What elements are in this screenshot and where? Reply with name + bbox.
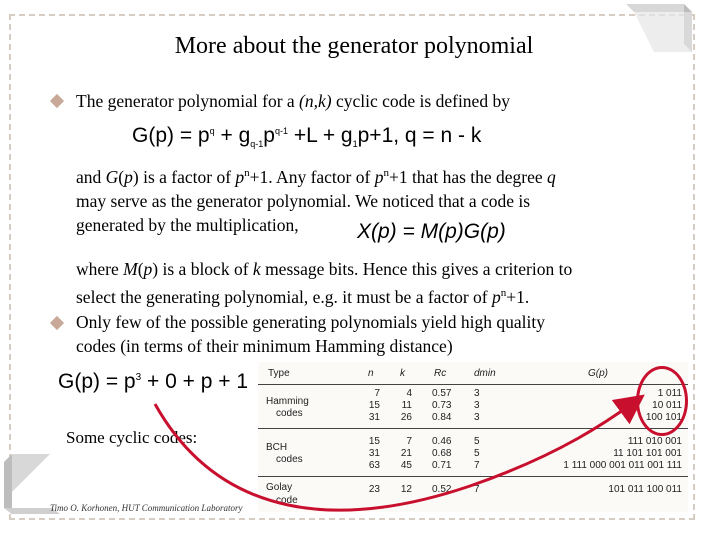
cell-gp: 101 011 100 011: [608, 484, 682, 495]
slide-title: More about the generator polynomial: [174, 33, 534, 59]
cell-dmin: 3: [474, 388, 480, 399]
cell-dmin: 3: [474, 412, 480, 423]
cell-dmin: 5: [474, 448, 480, 459]
highlight-circle: [636, 366, 688, 436]
group-name-hamming-2: codes: [276, 408, 303, 419]
table-divider: [258, 428, 688, 429]
generator-polynomial-equation: $G(p) = p^q + g_{q-1}p^{q-1} +L + g_1p+1$, q = n - k: [132, 124, 482, 150]
cell-n: 31: [368, 412, 380, 423]
footer-credit: Timo O. Korhonen, HUT Communication Laboratory: [50, 503, 243, 513]
paragraph-factor: and G(p) is a factor of $p^n+1$. Any factor of $p^n+1$ that has the degree q may serve as the generator polynomial. We noticed that a code is generated by the multiplication,: [76, 166, 556, 235]
cell-k: 4: [406, 388, 412, 399]
cell-k: 11: [401, 400, 412, 411]
group-name-golay-2: code: [276, 495, 298, 506]
cell-gp: 111 010 001: [627, 436, 682, 447]
header-gp: G(p): [588, 368, 608, 379]
cell-gp: 100 101: [645, 412, 682, 423]
paragraph-criterion: where M(p) is a block of k message bits. Hence this gives a criterion to select the generating polynomial, e.g. it must be a factor of $p^n+1$.: [76, 259, 573, 307]
cell-gp: 10 011: [652, 400, 682, 411]
header-dmin: dmin: [474, 368, 496, 379]
cell-gp: 1 011: [657, 388, 682, 399]
cell-n: 15: [368, 436, 380, 447]
header-type: Type: [268, 368, 290, 379]
example-generator-equation: $G(p) = p^3 + 0 + p + 1$: [58, 370, 249, 393]
group-name-hamming-1: Hamming: [266, 396, 309, 407]
cell-rc: 0.57: [432, 388, 452, 399]
cyclic-codes-table: [258, 362, 688, 512]
cell-n: 7: [374, 388, 380, 399]
cell-rc: 0.68: [432, 448, 452, 459]
cell-k: 45: [400, 460, 412, 471]
table-header: [258, 362, 688, 385]
cell-dmin: 7: [474, 460, 480, 471]
cell-gp: 11 101 101 001: [613, 448, 682, 459]
group-name-golay-1: Golay: [266, 482, 293, 493]
cell-rc: 0.71: [432, 460, 452, 471]
cell-k: 21: [400, 448, 412, 459]
table-divider: [258, 476, 688, 477]
cell-n: 31: [368, 448, 380, 459]
cell-rc: 0.52: [432, 484, 452, 495]
group-name-bch-1: BCH: [266, 442, 288, 453]
cell-rc: 0.46: [432, 436, 452, 447]
header-rc: Rc: [434, 368, 447, 379]
cell-dmin: 3: [474, 400, 480, 411]
cell-k: 26: [400, 412, 412, 423]
cell-rc: 0.84: [432, 412, 452, 423]
cell-k: 12: [400, 484, 412, 495]
cell-rc: 0.73: [432, 400, 452, 411]
group-name-bch-2: codes: [276, 454, 303, 465]
cell-n: 15: [368, 400, 380, 411]
bullet-1-text: The generator polynomial for a (n,k) cyclic code is defined by: [76, 91, 510, 111]
cell-dmin: 5: [474, 436, 480, 447]
cell-gp: 1 111 000 001 011 001 111: [563, 460, 682, 471]
cell-k: 7: [406, 436, 412, 447]
bullet-2-text: Only few of the possible generating polynomials yield high quality codes (in terms of their minimum Hamming distance): [76, 312, 546, 356]
cell-dmin: 7: [474, 484, 480, 495]
codeword-equation: X(p) = M(p)G(p): [357, 220, 506, 243]
cell-n: 63: [368, 460, 380, 471]
cell-n: 23: [368, 484, 380, 495]
header-k: k: [400, 368, 405, 379]
header-n: n: [368, 368, 374, 379]
table-caption: Some cyclic codes:: [66, 428, 198, 447]
